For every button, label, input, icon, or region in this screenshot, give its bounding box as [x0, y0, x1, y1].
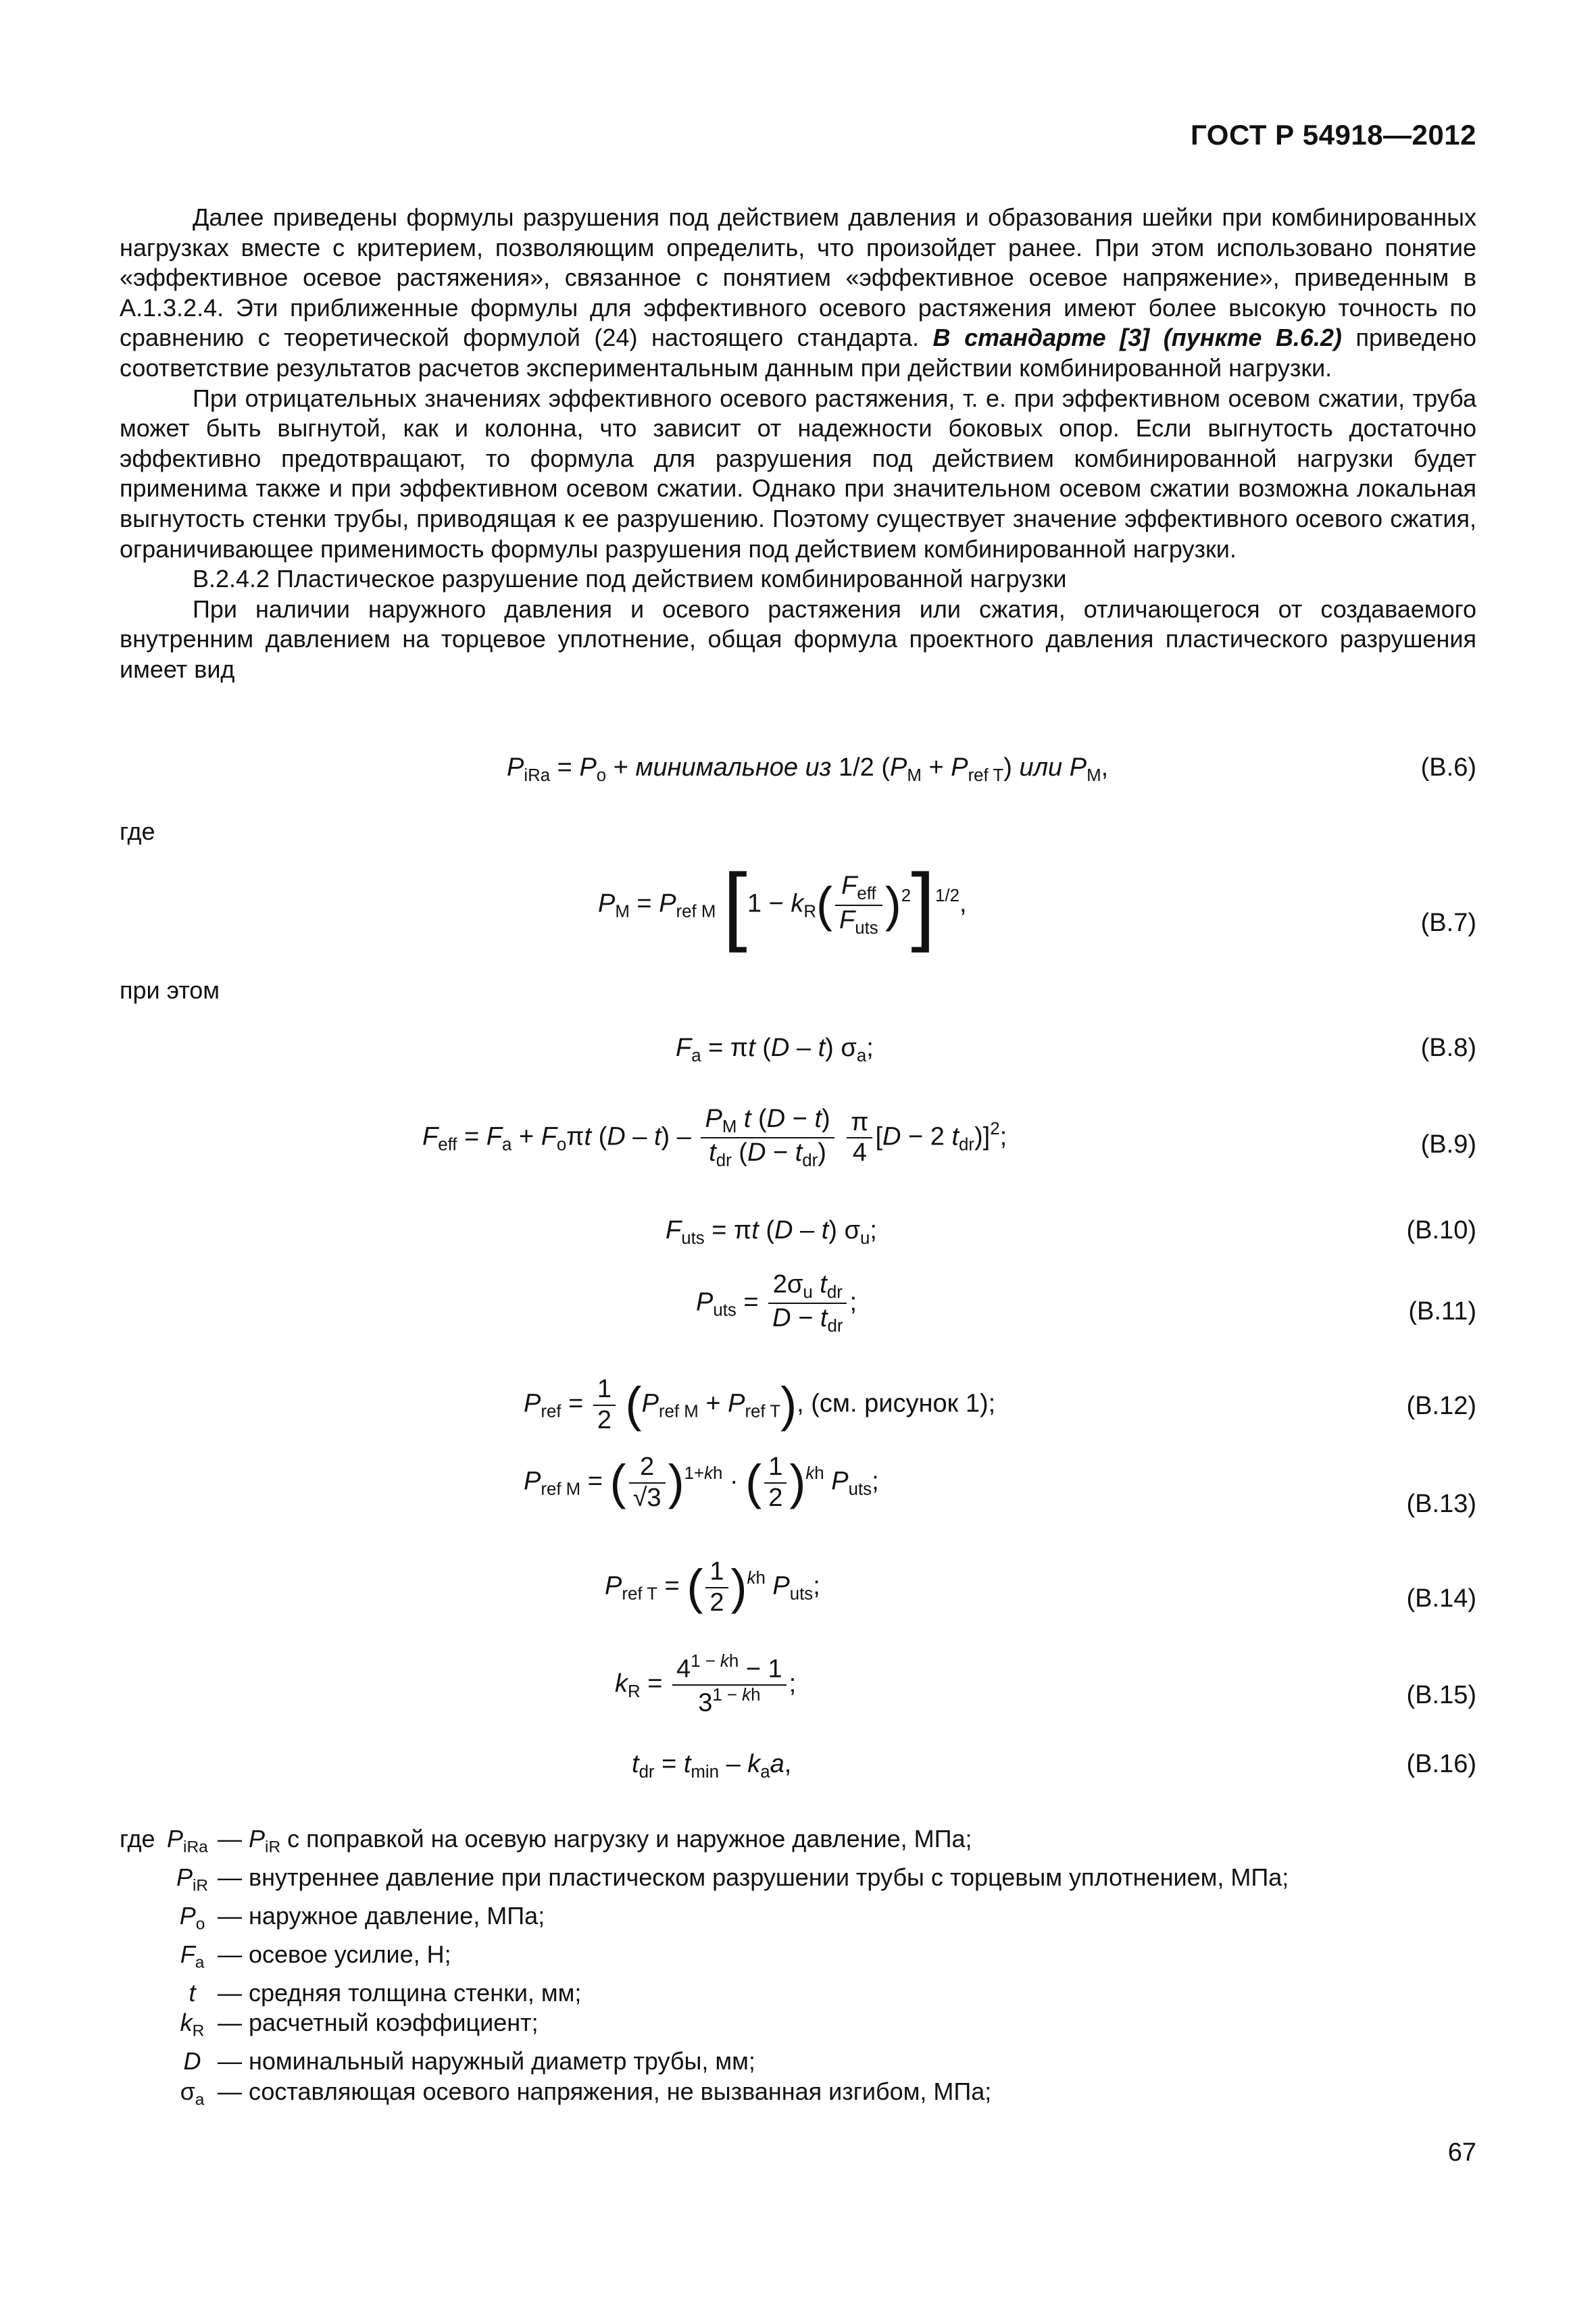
equation-b15: $k_R$ = $\frac{4^{1 - kh} - 1}{3^{1 - kh}}$ ;: [615, 1652, 797, 1717]
label-pri-etom: при этом: [120, 976, 220, 1004]
equation-number: (В.8): [1420, 1034, 1476, 1062]
equation-number: (В.13): [1406, 1490, 1476, 1518]
definition-item: $P_{iR}$ — внутреннее давление при пластическом разрушении трубы с торцевым уплотнением, МПа;: [176, 1863, 1289, 1895]
equation-number: (В.12): [1406, 1392, 1476, 1420]
equation-number: (В.14): [1406, 1584, 1476, 1613]
body-text: [120, 203, 1476, 685]
equation-b11: $P_{uts}$ = $\frac{2\sigma_u t_{dr}}{D - t_{dr}}$ ;: [696, 1270, 857, 1336]
paragraph-2: При отрицательных значениях эффективного осевого растяжения, т. е. при эффективном осевом сжатии, труба может быть выгнутой, как и колонна, что зависит от надежности боковых опор. Если выгнутость достаточно эффективно предотвращают, то формула для разрушения под действием комбинированной нагрузки будет применима также и при эффективном осевом сжатии. Однако при значительном осевом сжатии возможна локальная выгнутость стенки трубы, приводящая к ее разрушению. Поэтому существует значение эффективного осевого сжатия, ограничивающее применимость формулы разрушения под действием комбинированной нагрузки.: [120, 384, 1476, 563]
equation-b13: $P_{ref M}$ = ( $\frac{2}{√3}$ )$^{1+kh}$ · ( $\frac{1}{2}$ )$^{kh}$ $P_{uts}$;: [524, 1453, 879, 1512]
label-gde: где: [120, 818, 155, 845]
equation-number: (В.15): [1406, 1681, 1476, 1709]
page-number: 67: [1447, 2138, 1476, 2167]
equation-number: (В.16): [1406, 1750, 1476, 1778]
definition-item: $F_a$ — осевое усилие, Н;: [180, 1940, 451, 1972]
equation-b16: $t_{dr} = t_{min} - k_aa$,: [632, 1750, 792, 1782]
definitions-list: [120, 1824, 1471, 2115]
paragraph-3: При наличии наружного давления и осевого растяжения или сжатия, отличающегося от создаваемого внутренним давлением на торцевое уплотнение, общая формула проектного давления пластического разрушения имеет вид: [120, 595, 1476, 683]
equation-b12: $P_{ref}$ = $\frac{1}{2}$ $(P_{ref M} + P_{ref T})$, (см. рисунок 1);: [524, 1375, 996, 1434]
equation-b10: $F_{uts} = \pi t$ (D – t) $\sigma_u$;: [666, 1216, 877, 1248]
equation-b14: $P_{ref T}$ = ( $\frac{1}{2}$ )$^{kh}$ $P_{uts}$;: [605, 1557, 820, 1617]
equation-b6: $P_{iRa} = P_o$ + минимальное из 1/2 $(P_M + P_{ref T})$ или $P_M$,: [507, 753, 1109, 785]
equation-number: (В.11): [1408, 1297, 1476, 1326]
paragraph-1: Далее приведены формулы разрушения под действием давления и образования шейки при комбинированных нагрузках вместе с критерием, позволяющим определить, что произойдет ранее. При этом использовано понятие «эффективное осевое растяжения», связанное с понятием «эффективное осевое напряжение», приведенным в А.1.3.2.4. Эти приближенные формулы для эффективного осевого растяжения имеют более высокую точность по сравнению с теоретической формулой (24) настоящего стандарта. В стандарте [3] (пункте В.6.2) приведено соответствие результатов расчетов экспериментальным данным при действии комбинированной нагрузки.: [120, 203, 1476, 382]
definition-item: $k_R$ — расчетный коэффициент;: [180, 2009, 539, 2040]
equation-b9: $F_{eff} = F_a + F_o\pi t$ (D – t) – $\frac{P_M t (D - t)}{t_{dr} (D - t_{dr})}$ $\frac{\pi}{4}$ [D − 2 $t_{dr})]^2$;: [422, 1105, 1007, 1171]
definition-item: t — средняя толщина стенки, мм;: [189, 1978, 582, 2007]
document-header: ГОСТ Р 54918—2012: [1191, 119, 1476, 151]
definition-item: $P_o$ — наружное давление, МПа;: [179, 1901, 545, 1934]
equation-number: (В.10): [1406, 1216, 1476, 1244]
equation-b7: $P_M = P_{ref M}$ [$1 - k_R$( $\frac{F_{eff}}{F_{uts}}$ )$^2$]$^{1/2}$,: [598, 856, 967, 953]
definition-item: $\sigma_a$ — составляющая осевого напряжения, не вызванная изгибом, МПа;: [180, 2077, 992, 2109]
definition-item: D — номинальный наружный диаметр трубы, мм;: [183, 2047, 755, 2076]
equation-number: (В.6): [1420, 753, 1476, 782]
equation-number: (В.9): [1420, 1130, 1476, 1159]
definition-item: где $P_{iRa}$ — $P_{iR}$ с поправкой на осевую нагрузку и наружное давление, МПа;: [120, 1825, 972, 1857]
equation-number: (В.7): [1420, 909, 1476, 937]
section-heading: В.2.4.2 Пластическое разрушение под действием комбинированной нагрузки: [193, 565, 1067, 593]
bold-reference: В стандарте [3] (пункте В.6.2): [932, 324, 1342, 352]
equation-b8: $F_a = \pi t$ (D – t) $\sigma_a$;: [676, 1034, 874, 1065]
